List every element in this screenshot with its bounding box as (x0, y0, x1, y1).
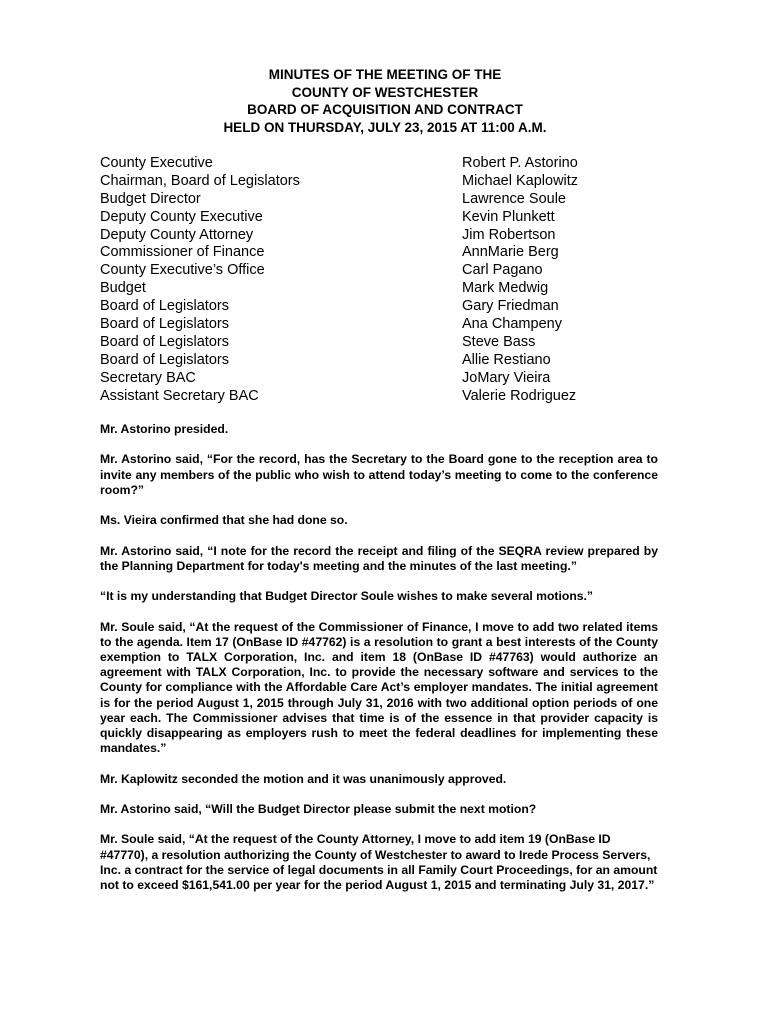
attendee-role: Budget (100, 280, 146, 297)
attendee-role: Board of Legislators (100, 351, 229, 368)
attendee-name: Lawrence Soule (462, 190, 566, 207)
attendee-role: Board of Legislators (100, 316, 229, 333)
attendee-role: Commissioner of Finance (100, 244, 265, 261)
paragraph-seqra-note: Mr. Astorino said, “I note for the record the receipt and filing of the SEQRA review prepared by the Planning Department for today's meeting and the minutes of the last meeting.” (100, 543, 658, 573)
attendee-role: Deputy County Executive (100, 208, 263, 225)
attendee-name: AnnMarie Berg (462, 244, 559, 261)
attendee-row (100, 173, 700, 191)
attendee-name: Jim Robertson (462, 226, 556, 243)
title-line-1: MINUTES OF THE MEETING OF THE (268, 67, 502, 82)
attendee-name: Allie Restiano (462, 351, 551, 368)
attendee-row (100, 209, 700, 227)
attendee-name: Ana Champeny (462, 316, 562, 333)
attendee-role: County Executive’s Office (100, 262, 265, 279)
title-line-2: COUNTY OF WESTCHESTER (291, 84, 479, 100)
attendee-name: Valerie Rodriguez (462, 387, 577, 404)
paragraph-presided: Mr. Astorino presided. (100, 422, 229, 436)
attendee-row (100, 155, 700, 173)
document-title (0, 66, 770, 136)
attendee-name: Gary Friedman (462, 298, 559, 315)
attendee-role: County Executive (100, 155, 213, 171)
paragraph-motions-intro: “It is my understanding that Budget Director Soule wishes to make several motions.” (100, 589, 594, 604)
attendee-role: Assistant Secretary BAC (100, 387, 259, 404)
attendee-role: Board of Legislators (100, 298, 229, 315)
paragraph-reception-question: Mr. Astorino said, “For the record, has the Secretary to the Board gone to the reception area to invite any members of the public who wish to attend today’s meeting to come to the conference room?” (100, 452, 658, 497)
title-line-3: BOARD OF ACQUISITION AND CONTRACT (247, 102, 523, 117)
attendee-name: Mark Medwig (462, 280, 549, 297)
attendee-row (100, 227, 700, 245)
attendee-role: Board of Legislators (100, 333, 229, 350)
paragraph-vieira-confirmed: Ms. Vieira confirmed that she had done so. (100, 513, 348, 528)
title-line-4: HELD ON THURSDAY, JULY 23, 2015 AT 11:00 A.M. (223, 119, 547, 135)
attendee-row (100, 370, 700, 388)
attendee-row (100, 352, 700, 370)
attendee-role: Chairman, Board of Legislators (100, 172, 300, 189)
attendee-name: Kevin Plunkett (462, 208, 555, 225)
attendee-row (100, 280, 700, 298)
attendee-name: Steve Bass (462, 333, 536, 350)
attendee-name: Carl Pagano (462, 262, 543, 279)
paragraph-kaplowitz-seconded: Mr. Kaplowitz seconded the motion and it was unanimously approved. (100, 771, 507, 786)
attendee-row (100, 244, 700, 262)
attendee-role: Budget Director (100, 190, 201, 207)
paragraph-next-motion-request: Mr. Astorino said, “Will the Budget Director please submit the next motion? (100, 801, 537, 816)
paragraph-irede-motion: Mr. Soule said, “At the request of the County Attorney, I move to add item 19 (OnBase ID #47770), a resolution authorizing the County of Westchester to award to Irede Process Servers, Inc. a contract for the service of legal documents in all Family Court Proceedings, for an amount not to exceed $161,541.00 per year for the period August 1, 2015 and terminating July 31, 2017.” (100, 832, 658, 892)
attendee-row (100, 334, 700, 352)
attendee-row (100, 316, 700, 334)
attendee-row (100, 298, 700, 316)
attendee-name: Robert P. Astorino (462, 155, 578, 171)
attendee-name: JoMary Vieira (462, 369, 551, 386)
attendee-row (100, 191, 700, 209)
attendee-row (100, 388, 700, 406)
attendee-role: Secretary BAC (100, 369, 196, 386)
attendee-role: Deputy County Attorney (100, 226, 254, 243)
paragraph-talx-motion: Mr. Soule said, “At the request of the Commissioner of Finance, I move to add two related items to the agenda. Item 17 (OnBase ID #47762) is a resolution to grant a best interests of the County exemption to TALX Corporation, Inc. and item 18 (OnBase ID #47763) would authorize an agreement with TALX Corporation, Inc. to provide the necessary software and services to the County for compliance with the Affordable Care Act’s employer mandates. The initial agreement is for the period August 1, 2015 through July 31, 2016 with two additional option periods of one year each. The Commissioner advises that time is of the essence in that provider capacity is quickly disappearing as employers rush to meet the federal deadlines for implementing these mandates.” (100, 619, 658, 756)
attendee-list (100, 155, 700, 405)
minutes-body (100, 422, 658, 908)
attendee-name: Michael Kaplowitz (462, 172, 579, 189)
attendee-row (100, 262, 700, 280)
